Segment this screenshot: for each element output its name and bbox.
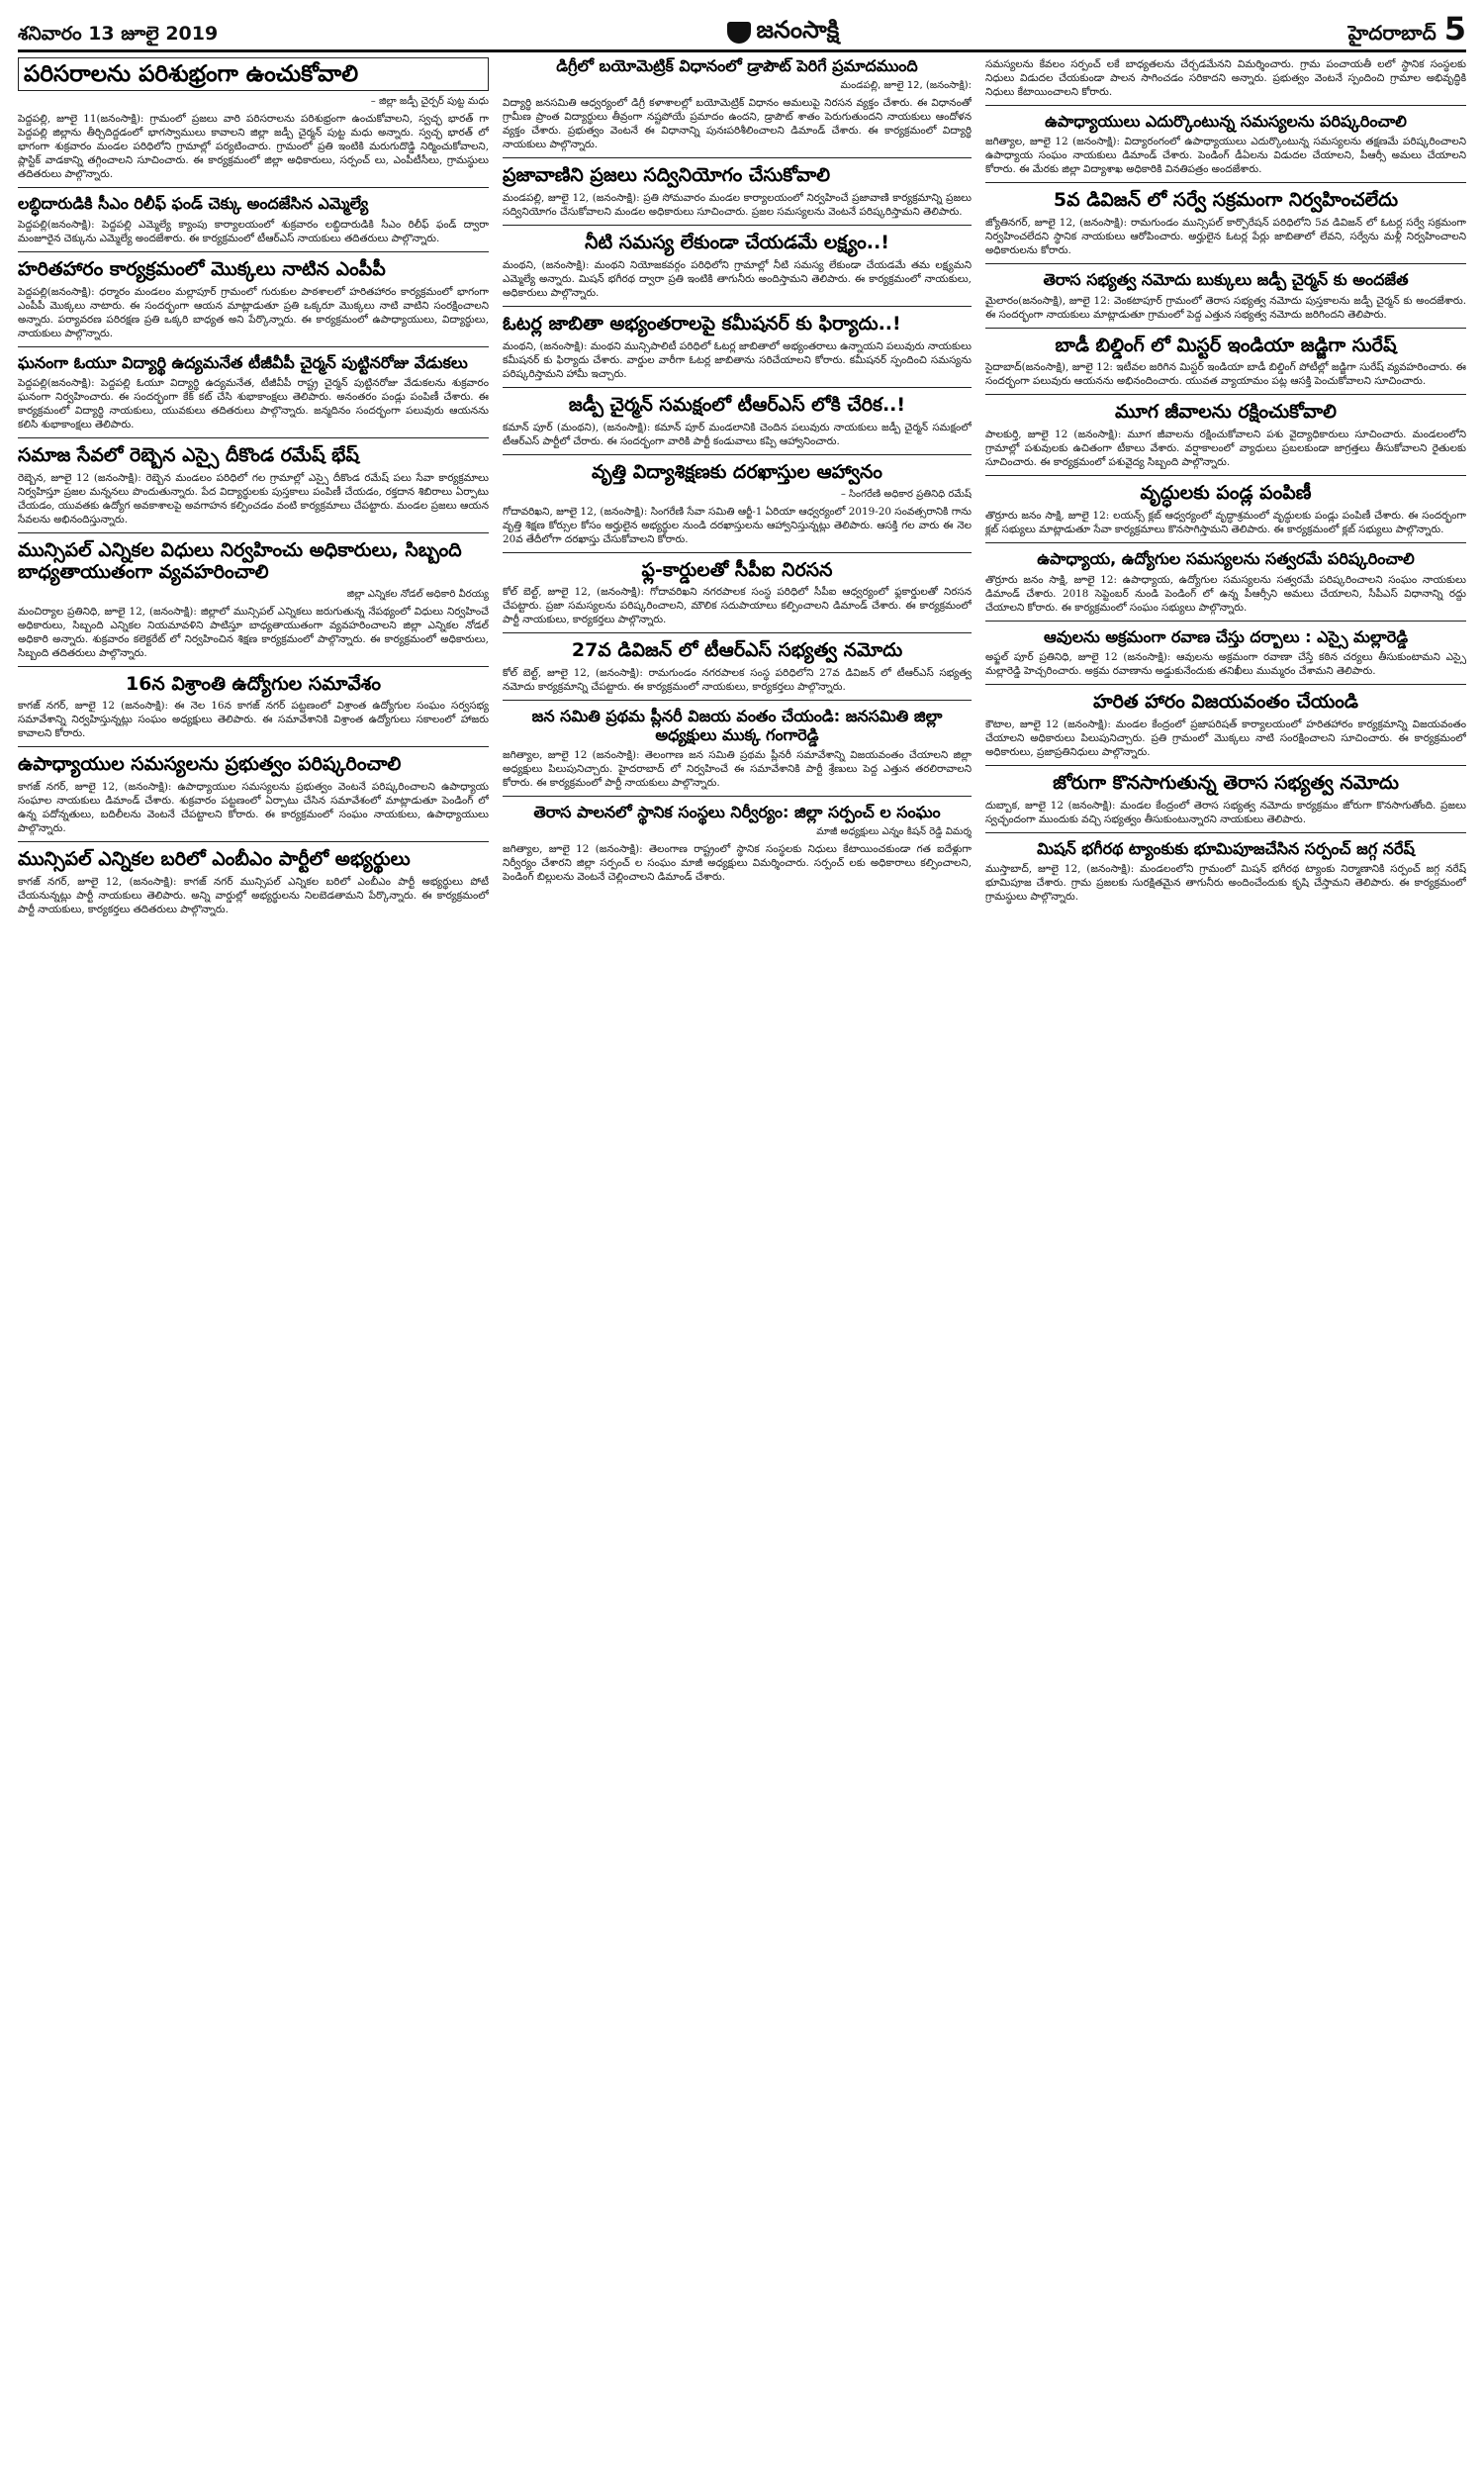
article <box>18 57 489 181</box>
article-headline: నీటి సమస్య లేకుండా చేయడమే లక్ష్యం..! <box>585 232 889 254</box>
article-headline: ఫ్ల-కార్డులతో సీపీఐ నిరసన <box>641 558 833 581</box>
columns <box>18 57 1466 2458</box>
article-body: పెద్దపల్లి(జనంసాక్షి): పెద్దపల్లి ఎమ్మెల్యే క్యాంపు కార్యాలయంలో శుక్రవారం లబ్ధిదారుడికి సీఎం రిలీఫ్ ఫండ్ ద్వారా మంజూరైన చెక్కును ఎమ్మెల్యే అందజేశారు. ఈ కార్యక్రమంలో టీఆర్ఎస్ నాయకులు తదితరులు పాల్గొన్నారు. <box>18 218 489 244</box>
column-3 <box>985 57 1466 2458</box>
article-body: మైలారం(జనంసాక్షి), జూలై 12: వెంకటాపూర్ గ్రామంలో తెరాస సభ్యత్వ నమోదు పుస్తకాలను జడ్పీ చైర్మన్ కు అందజేశారు. ఈ సందర్భంగా నాయకులు మాట్లాడుతూ గ్రామంలో పెద్ద ఎత్తున సభ్యత్వ నమోదు జరిగిందని తెలిపారు. <box>985 294 1466 321</box>
newspaper-page <box>18 10 1466 2458</box>
divider <box>985 105 1466 106</box>
article-headline: వృత్తి విద్యాశిక్షణకు దరఖాస్తుల ఆహ్వానం <box>592 460 882 483</box>
article <box>985 113 1466 176</box>
article-byline: జిల్లా ఎన్నికల నోడల్ అధికారి వీరయ్య <box>346 588 489 600</box>
article-headline: మున్సిపల్ ఎన్నికల బరిలో ఎంబీఎం పార్టీలో అభ్యర్థులు <box>18 848 411 871</box>
article <box>985 483 1466 536</box>
article-body: అఫ్జల్ పూర్ ప్రతినిధి, జూలై 12 (జనంసాక్షి): ఆవులను అక్రమంగా రవాణా చేస్తే కఠిన చర్యలు తీసుకుంటామని ఎస్సై మల్లారెడ్డి హెచ్చరించారు. అక్రమ రవాణాను అడ్డుకునేందుకు తనిఖీలు ముమ్మరం చేశామని తెలిపారు. <box>985 650 1466 677</box>
page-number: 5 <box>1443 10 1466 48</box>
article-headline: పరిసరాలను పరిశుభ్రంగా ఉంచుకోవాలి <box>18 57 489 91</box>
divider <box>985 475 1466 476</box>
divider <box>18 532 489 533</box>
divider <box>985 765 1466 766</box>
article <box>503 395 972 448</box>
article-body: మంథని, (జనంసాక్షి): మంథని నియోజకవర్గం పరిధిలోని గ్రామాల్లో నీటి సమస్య లేకుండా చేయడమే తమ లక్ష్యమని ఎమ్మెల్యే అన్నారు. మిషన్ భగీరథ ద్వారా ప్రతి ఇంటికి తాగునీరు అందిస్తామని తెలిపారు. ఈ కార్యక్రమంలో నాయకులు, అధికారులు పాల్గొన్నారు. <box>503 259 972 300</box>
article <box>18 849 489 916</box>
article-headline: ప్రజావాణిని ప్రజలు సద్వినియోగం చేసుకోవాలి <box>503 164 831 187</box>
article-byline: మాజీ అధ్యక్షులు ఎన్నం కిషన్ రెడ్డి విమర్శ <box>816 826 972 838</box>
article-headline: మున్సిపల్ ఎన్నికల విధులు నిర్వహించు అధికారులు, సిబ్బంది బాధ్యతాయుతంగా వ్యవహరించాలి <box>18 538 462 583</box>
article <box>503 233 972 300</box>
divider <box>18 187 489 188</box>
article-body: తొర్రూరు జనం సాక్షి, జూలై 12: ఉపాధ్యాయ, ఉద్యోగుల సమస్యలను సత్వరమే పరిష్కరించాలని సంఘం నాయకులు డిమాండ్ చేశారు. 2018 సెప్టెంబర్ నుండి పెండింగ్ లో ఉన్న పీఆర్సీని అమలు చేయాలని, సీపీఎస్ విధానాన్ని రద్దు చేయాలని కోరారు. ఈ కార్యక్రమంలో సంఘం సభ్యులు పాల్గొన్నారు. <box>985 573 1466 614</box>
divider <box>503 157 972 158</box>
article <box>985 271 1466 321</box>
divider <box>503 454 972 455</box>
divider <box>985 263 1466 264</box>
article-byline: – జిల్లా జడ్పీ చైర్పర్ పుట్ట మధు <box>370 96 489 108</box>
article-body: రెబ్బెన, జూలై 12 (జనంసాక్షి): రెబ్బెన మండలం పరిధిలో గల గ్రామాల్లో ఎస్సై దీకొండ రమేష్ పలు సేవా కార్యక్రమాలు నిర్వహిస్తూ ప్రజల మన్ననలు పొందుతున్నారు. పేద విద్యార్థులకు పుస్తకాలు పంపిణీ చేయడం, రక్తదాన శిబిరాలు ఏర్పాటు చేయడం, యువతకు ఉద్యోగ అవకాశాలపై అవగాహన కల్పించడం వంటి కార్యక్రమాలు చేపట్టారు. మండల ప్రజలు ఆయన సేవలను అభినందిస్తున్నారు. <box>18 471 489 526</box>
article-body: కాగజ్ నగర్, జూలై 12 (జనంసాక్షి): ఈ నెల 16న కాగజ్ నగర్ పట్టణంలో విశ్రాంత ఉద్యోగుల సంఘం సర్వసభ్య సమావేశాన్ని నిర్వహిస్తున్నట్లు సంఘం అధ్యక్షులు తెలిపారు. ఈ సమావేశానికి విశ్రాంత ఉద్యోగులు సకాలంలో హాజరు కావాలని కోరారు. <box>18 700 489 740</box>
divider <box>18 251 489 252</box>
issue-date: శనివారం 13 జూలై 2019 <box>18 23 219 45</box>
article <box>985 190 1466 257</box>
article <box>18 674 489 741</box>
article <box>18 540 489 660</box>
article <box>985 840 1466 904</box>
article-body: విద్యార్థి జనసమితి ఆధ్వర్యంలో డిగ్రీ కళాశాలల్లో బయోమెట్రిక్ విధానం అమలుపై నిరసన వ్యక్తం చేశారు. ఈ విధానంతో గ్రామీణ ప్రాంత విద్యార్థులు తీవ్రంగా నష్టపోయే ప్రమాదం ఉందని, డ్రాపౌట్ శాతం పెరుగుతుందని నాయకులు ఆందోళన వ్యక్తం చేశారు. ప్రభుత్వం వెంటనే ఈ విధానాన్ని పునఃపరిశీలించాలని డిమాండ్ చేశారు. ఈ కార్యక్రమంలో విద్యార్థి నాయకులు పాల్గొన్నారు. <box>503 97 972 151</box>
divider <box>503 700 972 701</box>
article-body: కోల్ బెల్ట్, జూలై 12, (జనంసాక్షి): గోదావరిఖని నగరపాలక సంస్థ పరిధిలో సీపీఐ ఆధ్వర్యంలో ఫ్లకార్డులతో నిరసన చేపట్టారు. ప్రజా సమస్యలను పరిష్కరించాలని, మౌలిక సదుపాయాలు కల్పించాలని డిమాండ్ చేశారు. ఈ కార్యక్రమంలో పార్టీ నాయకులు, కార్యకర్తలు పాల్గొన్నారు. <box>503 586 972 626</box>
article-headline: ఉపాధ్యాయులు ఎదుర్కొంటున్న సమస్యలను పరిష్కరించాలి <box>1045 112 1407 131</box>
article-headline: హరిత హారం విజయవంతం చేయండి <box>1092 690 1358 713</box>
article <box>503 708 972 790</box>
brand-name: జనంసాక్షి <box>756 15 840 44</box>
article-headline: డిగ్రీలో బయోమెట్రిక్ విధానంలో డ్రాపౌట్ పెరిగే ప్రమాదముంది <box>556 57 918 75</box>
article <box>18 195 489 244</box>
article-headline: లబ్ధిదారుడికి సీఎం రిలీఫ్ ఫండ్ చెక్కు అందజేసిన ఎమ్మెల్యే <box>18 194 369 214</box>
article-body: పెద్దపల్లి(జనంసాక్షి): పెద్దపల్లి ఓయూ విద్యార్థి ఉద్యమనేత, టీజీవీపీ రాష్ట్ర చైర్మన్ పుట్టినరోజు వేడుకలను శుక్రవారం ఘనంగా నిర్వహించారు. ఈ సందర్భంగా కేక్ కట్ చేసి శుభాకాంక్షలు తెలిపారు. అనంతరం పండ్లు పంపిణీ చేశారు. ఈ కార్యక్రమంలో విద్యార్థి నాయకులు, యువకులు తదితరులు పాల్గొన్నారు. జన్మదినం సందర్భంగా పలువురు ఆయనను కలిసి శుభాకాంక్షలు తెలిపారు. <box>18 377 489 431</box>
article-headline: బాడీ బిల్డింగ్ లో మిస్టర్ ఇండియా జడ్జిగా సురేష్ <box>1055 334 1397 356</box>
article-headline: తెరాస పాలనలో స్థానిక సంస్థలు నిర్వీర్యం: జిల్లా సర్పంచ్ ల సంఘం <box>533 803 941 822</box>
article <box>18 445 489 527</box>
article-body: సైదాబాద్(జనంసాక్షి), జూలై 12: ఇటీవల జరిగిన మిస్టర్ ఇండియా బాడీ బిల్డింగ్ పోటీల్లో జడ్జిగా సురేష్ వ్యవహరించారు. ఈ సందర్భంగా పలువురు ఆయనను అభినందించారు. యువత వ్యాయామం పట్ల ఆసక్తి పెంచుకోవాలని సూచించారు. <box>985 361 1466 388</box>
divider <box>18 746 489 747</box>
article <box>503 165 972 219</box>
masthead <box>18 10 1466 52</box>
article-headline: వృద్ధులకు పండ్ల పంపిణీ <box>1140 482 1312 505</box>
brand <box>727 15 840 49</box>
divider <box>503 632 972 633</box>
divider <box>985 542 1466 543</box>
article-byline: మండపల్లి, జూలై 12, (జనంసాక్షి): <box>840 80 972 92</box>
divider <box>985 684 1466 685</box>
article-headline: తెరాస సభ్యత్వ నమోదు బుక్కులు జడ్పీ చైర్మన్ కు అందజేత <box>1043 270 1409 290</box>
divider <box>503 796 972 797</box>
divider <box>18 666 489 667</box>
article <box>18 259 489 340</box>
article-headline: 16న విశ్రాంతి ఉద్యోగుల సమావేశం <box>125 672 381 695</box>
article <box>503 462 972 546</box>
article <box>503 314 972 381</box>
article-body: దుబ్బాక, జూలై 12 (జనంసాక్షి): మండల కేంద్రంలో తెరాస సభ్యత్వ నమోదు కార్యక్రమం జోరుగా కొనసాగుతోంది. ప్రజలు స్వచ్ఛందంగా ముందుకు వచ్చి సభ్యత్వం తీసుకుంటున్నారని నాయకులు తెలిపారు. <box>985 799 1466 825</box>
article-headline: మూగ జీవాలను రక్షించుకోవాలి <box>1115 401 1337 424</box>
article-body: మండపల్లి, జూలై 12, (జనంసాక్షి): ప్రతి సోమవారం మండల కార్యాలయంలో నిర్వహించే ప్రజావాణి కార్యక్రమాన్ని ప్రజలు సద్వినియోగం చేసుకోవాలని మండల అధికారులు సూచించారు. ప్రజల సమస్యలను వెంటనే పరిష్కరిస్తామని తెలిపారు. <box>503 192 972 219</box>
article-body: జ్యోతినగర్, జూలై 12, (జనంసాక్షి): రామగుండం మున్సిపల్ కార్పొరేషన్ పరిధిలోని 5వ డివిజన్ లో ఓటర్ల సర్వే సక్రమంగా నిర్వహించలేదని స్థానిక నాయకులు ఆరోపించారు. అర్హులైన ఓటర్ల పేర్లు జాబితాలో లేవని, సర్వేను మళ్లీ నిర్వహించాలని అధికారులను కోరారు. <box>985 217 1466 257</box>
article-headline: మిషన్ భగీరథ ట్యాంకుకు భూమిపూజచేసిన సర్పంచ్ జగ్గ నరేష్ <box>1037 838 1415 858</box>
article-body: కాగజ్ నగర్, జూలై 12, (జనంసాక్షి): కాగజ్ నగర్ మున్సిపల్ ఎన్నికల బరిలో ఎంబీఎం పార్టీ అభ్యర్థులు పోటీ చేయనున్నట్లు పార్టీ నాయకులు తెలిపారు. అన్ని వార్డుల్లో అభ్యర్థులను నిలబెడతామని పేర్కొన్నారు. ఈ కార్యక్రమంలో పార్టీ నాయకులు, కార్యకర్తలు తదితరులు పాల్గొన్నారు. <box>18 876 489 916</box>
article-body: పాలకుర్తి, జూలై 12 (జనంసాక్షి): మూగ జీవాలను రక్షించుకోవాలని పశు వైద్యాధికారులు సూచించారు. మండలంలోని గ్రామాల్లో పశువులకు ఉచితంగా టీకాలు వేశారు. వర్షాకాలంలో వ్యాధులు ప్రబలకుండా జాగ్రత్తలు తీసుకోవాలని రైతులకు సూచించారు. ఈ కార్యక్రమంలో పశువైద్య సిబ్బంది పాల్గొన్నారు. <box>985 429 1466 469</box>
article-body: కమాన్ పూర్ (మంథని), (జనంసాక్షి): కమాన్ పూర్ మండలానికి చెందిన పలువురు నాయకులు జడ్పీ చైర్మన్ సమక్షంలో టీఆర్ఎస్ పార్టీలో చేరారు. ఈ సందర్భంగా వారికి పార్టీ కండువాలు కప్పి ఆహ్వానించారు. <box>503 421 972 447</box>
article <box>985 773 1466 826</box>
article <box>18 754 489 835</box>
divider <box>18 346 489 347</box>
article-byline: – సింగరేణి అధికార ప్రతినిధి రమేష్ <box>840 488 972 500</box>
article-body: జగిత్యాల, జూలై 12 (జనంసాక్షి): విద్యారంగంలో ఉపాధ్యాయులు ఎదుర్కొంటున్న సమస్యలను తక్షణమే పరిష్కరించాలని ఉపాధ్యాయ సంఘం నాయకులు డిమాండ్ చేశారు. పెండింగ్ డీఏలను విడుదల చేయాలని, పీఆర్సీ అమలు చేయాలని కోరారు. ఈ మేరకు జిల్లా విద్యాశాఖ అధికారికి వినతిపత్రం అందజేశారు. <box>985 136 1466 176</box>
article-headline: సమాజ సేవలో రెబ్బెన ఎస్సై దీకొండ రమేష్ భేష్ <box>18 444 359 467</box>
divider <box>985 832 1466 833</box>
article-headline: 5వ డివిజన్ లో సర్వే సక్రమంగా నిర్వహించలేదు <box>1053 189 1399 212</box>
article <box>985 335 1466 389</box>
article <box>985 550 1466 614</box>
article-headline: ఓటర్ల జాబితా అభ్యంతరాలపై కమీషనర్ కు ఫిర్యాదు..! <box>503 313 901 335</box>
divider <box>985 621 1466 622</box>
article-body: గోదావరిఖని, జూలై 12, (జనంసాక్షి): సింగరేణి సేవా సమితి ఆర్జీ-1 ఏరియా ఆధ్వర్యంలో 2019-20 సంవత్సరానికి గాను వృత్తి శిక్షణ కోర్సుల కోసం అర్హులైన అభ్యర్థుల నుండి దరఖాస్తులను ఆహ్వానిస్తున్నట్లు తెలిపారు. ఆసక్తి గల వారు ఈ నెల 20వ తేదీలోగా దరఖాస్తు చేసుకోవాలని కోరారు. <box>503 505 972 545</box>
article-body: జగిత్యాల, జూలై 12 (జనంసాక్షి): తెలంగాణ జన సమితి ప్రథమ ప్లీనరీ సమావేశాన్ని విజయవంతం చేయాలని జిల్లా అధ్యక్షులు పిలుపునిచ్చారు. హైదరాబాద్ లో నిర్వహించే ఈ సమావేశానికి పార్టీ శ్రేణులు పెద్ద ఎత్తున తరలిరావాలని కోరారు. ఈ కార్యక్రమంలో పార్టీ నాయకులు పాల్గొన్నారు. <box>503 749 972 790</box>
article-headline: జడ్పీ చైర్మన్ సమక్షంలో టీఆర్ఎస్ లోకి చేరిక..! <box>568 393 906 416</box>
article-body: తొర్రూరు జనం సాక్షి, జూలై 12: లయన్స్ క్లబ్ ఆధ్వర్యంలో వృద్ధాశ్రమంలో వృద్ధులకు పండ్లు పంపిణీ చేశారు. ఈ సందర్భంగా క్లబ్ సభ్యులు మాట్లాడుతూ సేవా కార్యక్రమాలు కొనసాగిస్తామని తెలిపారు. ఈ కార్యక్రమంలో క్లబ్ సభ్యులు పాల్గొన్నారు. <box>985 510 1466 536</box>
article-body: జగిత్యాల, జూలై 12 (జనంసాక్షి): తెలంగాణ రాష్ట్రంలో స్థానిక సంస్థలకు నిధులు కేటాయించకుండా గత ఐదేళ్లుగా నిర్వీర్యం చేశారని జిల్లా సర్పంచ్ ల సంఘం మాజీ అధ్యక్షులు విమర్శించారు. సర్పంచ్ లకు అధికారాలు కల్పించాలని, పెండింగ్ బిల్లులను వెంటనే చెల్లించాలని డిమాండ్ చేశారు. <box>503 843 972 884</box>
divider <box>503 225 972 226</box>
article <box>985 628 1466 678</box>
article-body: పెద్దపల్లి, జూలై 11(జనంసాక్షి): గ్రామంలో ప్రజలు వారి పరిసరాలను పరిశుభ్రంగా ఉంచుకోవాలని, స్వచ్ఛ భారత్ గా పెద్దపల్లి జిల్లాను తీర్చిదిద్దడంలో భాగస్వాములు కావాలని జిల్లా జడ్పీ చైర్మన్ పుట్ట మధు అన్నారు. స్వచ్ఛ భారత్ లో భాగంగా శుక్రవారం మండల పరిధిలోని గ్రామాల్లో పర్యటించారు. గ్రామంలో ప్రతి ఇంటికి మరుగుదొడ్డి నిర్మించుకోవాలని, ప్లాస్టిక్ వాడకాన్ని తగ్గించాలని సూచించారు. ఈ కార్యక్రమంలో జిల్లా అధికారులు, సర్పంచ్ లు, ఎంపీటీసీలు, గ్రామస్థులు తదితరులు పాల్గొన్నారు. <box>18 113 489 181</box>
article <box>985 402 1466 469</box>
article-headline: జన సమితి ప్రథమ ప్లీనరీ విజయ వంతం చేయండి: జనసమితి జిల్లా అధ్యక్షులు ముక్క గంగారెడ్డి <box>531 707 943 744</box>
divider <box>985 328 1466 329</box>
divider <box>985 394 1466 395</box>
column-1 <box>18 57 489 2458</box>
divider <box>503 306 972 307</box>
article-headline: హరితహారం కార్యక్రమంలో మొక్కలు నాటిన ఎంపీపీ <box>18 257 386 280</box>
article-body: పెద్దపల్లి(జనంసాక్షి): ధర్మారం మండలం మల్లాపూర్ గ్రామంలో గురుకుల పాఠశాలలో హరితహారం కార్యక్రమంలో భాగంగా ఎంపీపీ మొక్కలు నాటారు. ఈ సందర్భంగా ఆయన మాట్లాడుతూ ప్రతి ఒక్కరూ మొక్కలు నాటి వాటిని సంరక్షించాలని అన్నారు. పర్యావరణ పరిరక్షణ ప్రతి ఒక్కరి బాధ్యత అని పేర్కొన్నారు. ఈ కార్యక్రమంలో ఉపాధ్యాయులు, విద్యార్థులు, నాయకులు పాల్గొన్నారు. <box>18 285 489 339</box>
column-2 <box>503 57 972 2458</box>
article-body: కాగజ్ నగర్, జూలై 12, (జనంసాక్షి): ఉపాధ్యాయుల సమస్యలను ప్రభుత్వం వెంటనే పరిష్కరించాలని ఉపాధ్యాయ సంఘాల నాయకులు డిమాండ్ చేశారు. శుక్రవారం పట్టణంలో ఏర్పాటు చేసిన సమావేశంలో మాట్లాడుతూ పెండింగ్ లో ఉన్న పదోన్నతులు, బదిలీలను వెంటనే చేపట్టాలని కోరారు. ఈ కార్యక్రమంలో సంఘం నాయకులు, ఉపాధ్యాయులు పాల్గొన్నారు. <box>18 781 489 835</box>
article <box>503 640 972 694</box>
article-body: మంథని, (జనంసాక్షి): మంథని మున్సిపాలిటీ పరిధిలో ఓటర్ల జాబితాలో అభ్యంతరాలు ఉన్నాయని పలువురు నాయకులు కమీషనర్ కు ఫిర్యాదు చేశారు. వార్డుల వారీగా ఓటర్ల జాబితాను సరిచేయాలని కోరారు. కమీషనర్ స్పందించి సమస్యను పరిష్కరిస్తామని హామీ ఇచ్చారు. <box>503 339 972 380</box>
divider <box>18 437 489 438</box>
divider <box>503 387 972 388</box>
article-headline: ఉపాధ్యాయుల సమస్యలను ప్రభుత్వం పరిష్కరించాలి <box>18 753 402 776</box>
article-body: సమస్యలను కేవలం సర్పంచ్ లకే బాధ్యతలను చేర్చడమేనని విమర్శించారు. గ్రామ పంచాయతీ లలో స్థానిక సంస్థలకు నిధులు విడుదల చేయకుండా పాలన సాగించడం సరికాదని అన్నారు. ప్రభుత్వం వెంటనే స్పందించి గ్రామాల అభివృద్ధికి నిధులు కేటాయించాలని కోరారు. <box>985 58 1466 98</box>
article <box>18 354 489 431</box>
article-headline: 27వ డివిజన్ లో టీఆర్ఎస్ సభ్యత్వ నమోదు <box>571 639 903 662</box>
divider <box>503 552 972 553</box>
brand-logo-icon <box>727 22 751 44</box>
article <box>503 560 972 627</box>
divider <box>18 841 489 842</box>
article-headline: ఉపాధ్యాయ, ఉద్యోగుల సమస్యలను సత్వరమే పరిష్కరించాలి <box>1037 549 1415 569</box>
article <box>503 57 972 151</box>
article <box>985 57 1466 99</box>
edition-name: హైదరాబాద్ <box>1347 21 1437 45</box>
article-headline: ఘనంగా ఓయూ విద్యార్థి ఉద్యమనేత టీజీవీపీ చైర్మన్ పుట్టినరోజు వేడుకలు <box>18 352 468 372</box>
article <box>985 692 1466 759</box>
article-body: కౌటాల, జూలై 12 (జనంసాక్షి): మండల కేంద్రంలో ప్రజాపరిషత్ కార్యాలయంలో హరితహారం కార్యక్రమాన్ని విజయవంతం చేయాలని అధికారులు పిలుపునిచ్చారు. ప్రతి గ్రామంలో మొక్కలు నాటి సంరక్షించాలని సూచించారు. ఈ కార్యక్రమంలో అధికారులు, ప్రజాప్రతినిధులు పాల్గొన్నారు. <box>985 718 1466 758</box>
article-headline: ఆవులను అక్రమంగా రవాణ చేస్తు దర్బాలు : ఎస్సై మల్లారెడ్డి <box>1043 626 1409 646</box>
article-body: ముస్తాబాద్, జూలై 12, (జనంసాక్షి): మండలంలోని గ్రామంలో మిషన్ భగీరథ ట్యాంకు నిర్మాణానికి సర్పంచ్ జగ్గ నరేష్ భూమిపూజ చేశారు. గ్రామ ప్రజలకు సురక్షితమైన తాగునీరు అందించేందుకు కృషి చేస్తామని తెలిపారు. ఈ కార్యక్రమంలో గ్రామస్థులు పాల్గొన్నారు. <box>985 863 1466 904</box>
edition-block <box>1347 10 1466 49</box>
article-body: మంచిర్యాల ప్రతినిధి, జూలై 12, (జనంసాక్షి): జిల్లాలో మున్సిపల్ ఎన్నికలు జరుగుతున్న నేపథ్యంలో విధులు నిర్వహించే అధికారులు, సిబ్బంది ఎన్నికల నియమావళిని పాటిస్తూ బాధ్యతాయుతంగా వ్యవహరించాలని జిల్లా ఎన్నికల నోడల్ అధికారి అన్నారు. శుక్రవారం కలెక్టరేట్ లో నిర్వహించిన శిక్షణ కార్యక్రమంలో పాల్గొన్నారు. ఈ కార్యక్రమంలో అధికారులు, సిబ్బంది తదితరులు పాల్గొన్నారు. <box>18 605 489 659</box>
article <box>503 804 972 884</box>
article-body: కోల్ బెల్ట్, జూలై 12, (జనంసాక్షి): రామగుండం నగరపాలక సంస్థ పరిధిలోని 27వ డివిజన్ లో టీఆర్ఎస్ సభ్యత్వ నమోదు కార్యక్రమాన్ని చేపట్టారు. ఈ కార్యక్రమంలో నాయకులు, కార్యకర్తలు పాల్గొన్నారు. <box>503 667 972 694</box>
article-headline: జోరుగా కొనసాగుతున్న తెరాస సభ్యత్వ నమోదు <box>1053 771 1399 794</box>
divider <box>985 182 1466 183</box>
